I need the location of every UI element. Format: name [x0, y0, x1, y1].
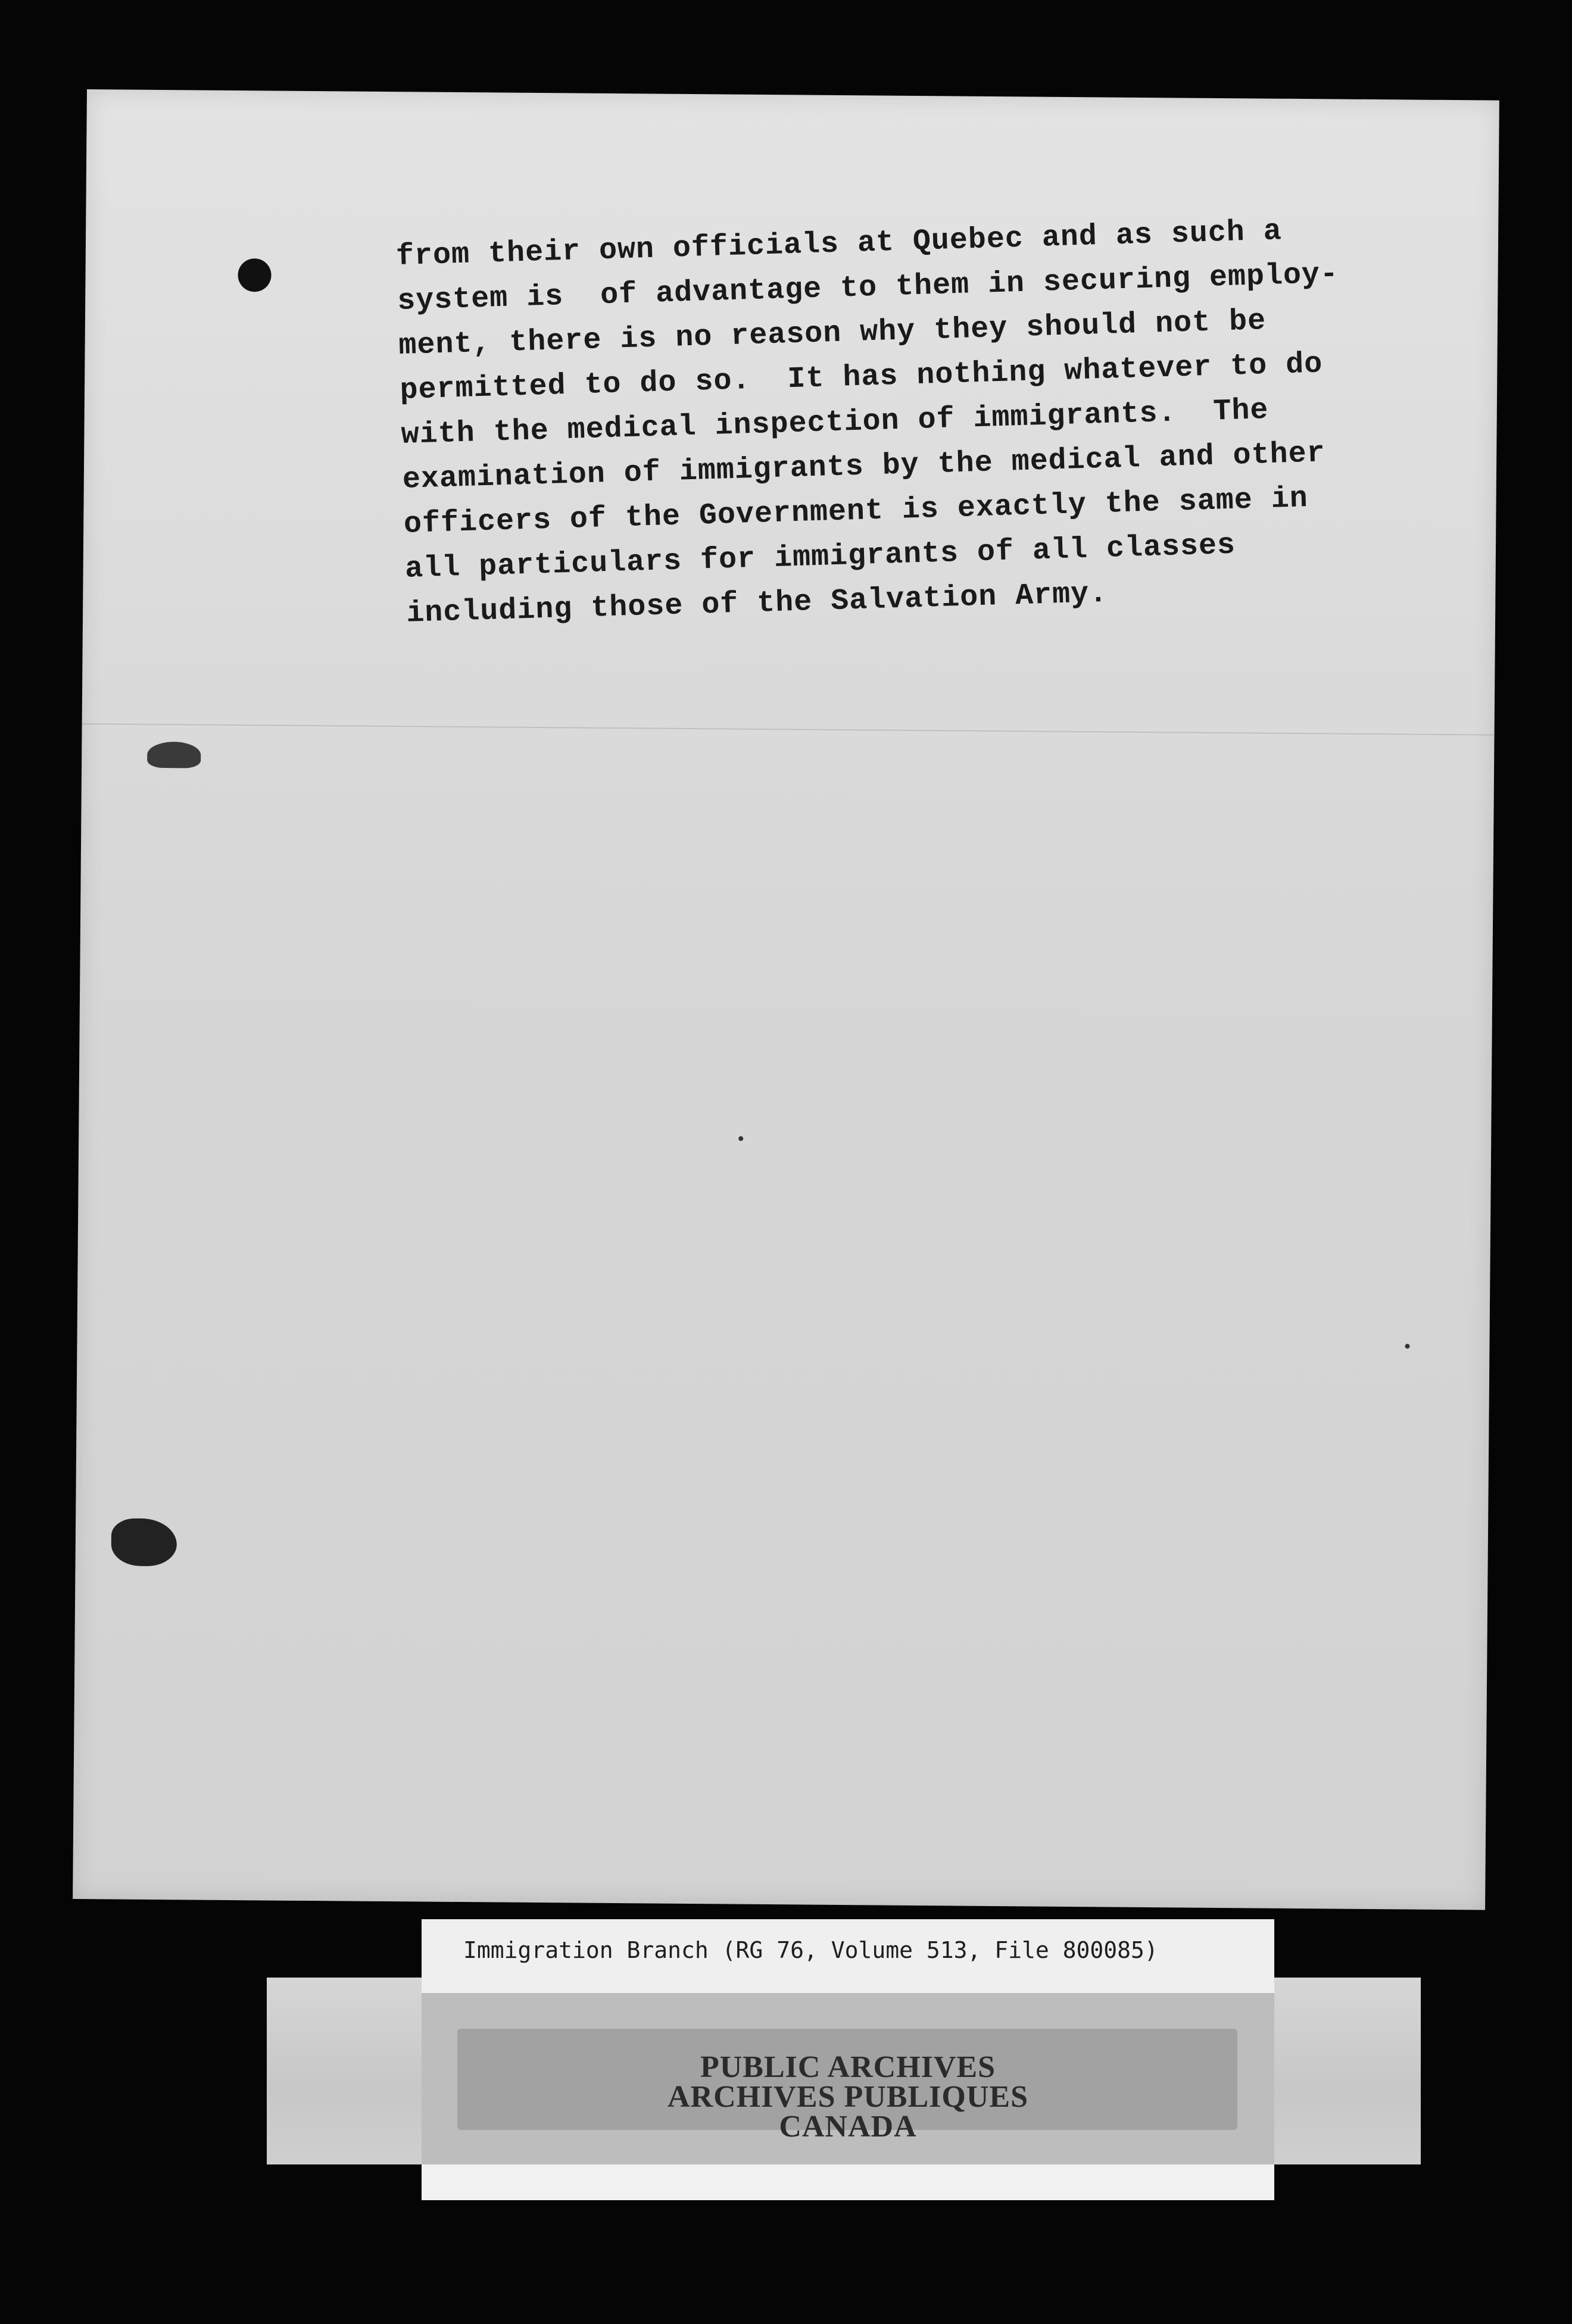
citation-text: Immigration Branch (RG 76, Volume 513, File 800085) [463, 1937, 1158, 1963]
paper-tear [111, 1518, 177, 1566]
dust-speck [738, 1136, 743, 1141]
stamp-card-center [422, 1993, 1274, 2164]
text-line: officers of the Government is exactly the same in [403, 482, 1309, 542]
text-line: all particulars for immigrants of all classes [404, 528, 1236, 586]
stamp-line: CANADA [779, 2110, 917, 2144]
punch-hole [238, 258, 271, 292]
text-line: with the medical inspection of immigrants. The [400, 393, 1270, 452]
text-line: examination of immigrants by the medical and other [402, 436, 1326, 497]
dust-speck [1405, 1344, 1409, 1348]
text-line: including those of the Salvation Army. [406, 576, 1108, 631]
stamp-line: PUBLIC ARCHIVES [700, 2050, 996, 2084]
typed-paragraph [395, 208, 1339, 636]
citation-label [422, 1919, 1274, 1994]
stamp-line: ARCHIVES PUBLIQUES [667, 2080, 1029, 2114]
paper-stain [147, 742, 201, 769]
document-page [73, 89, 1499, 1910]
archive-stamp [422, 2050, 1274, 2144]
text-line: permitted to do so. It has nothing whatever to do [399, 347, 1324, 408]
label-bottom-margin [422, 2164, 1274, 2200]
fold-line [82, 723, 1495, 736]
archive-stamp-card [267, 1978, 1421, 2164]
text-line: system is of advantage to them in securing employ- [397, 257, 1339, 319]
text-line: from their own officials at Quebec and as such a [395, 214, 1283, 274]
text-line: ment, there is no reason why they should not be [398, 304, 1267, 363]
